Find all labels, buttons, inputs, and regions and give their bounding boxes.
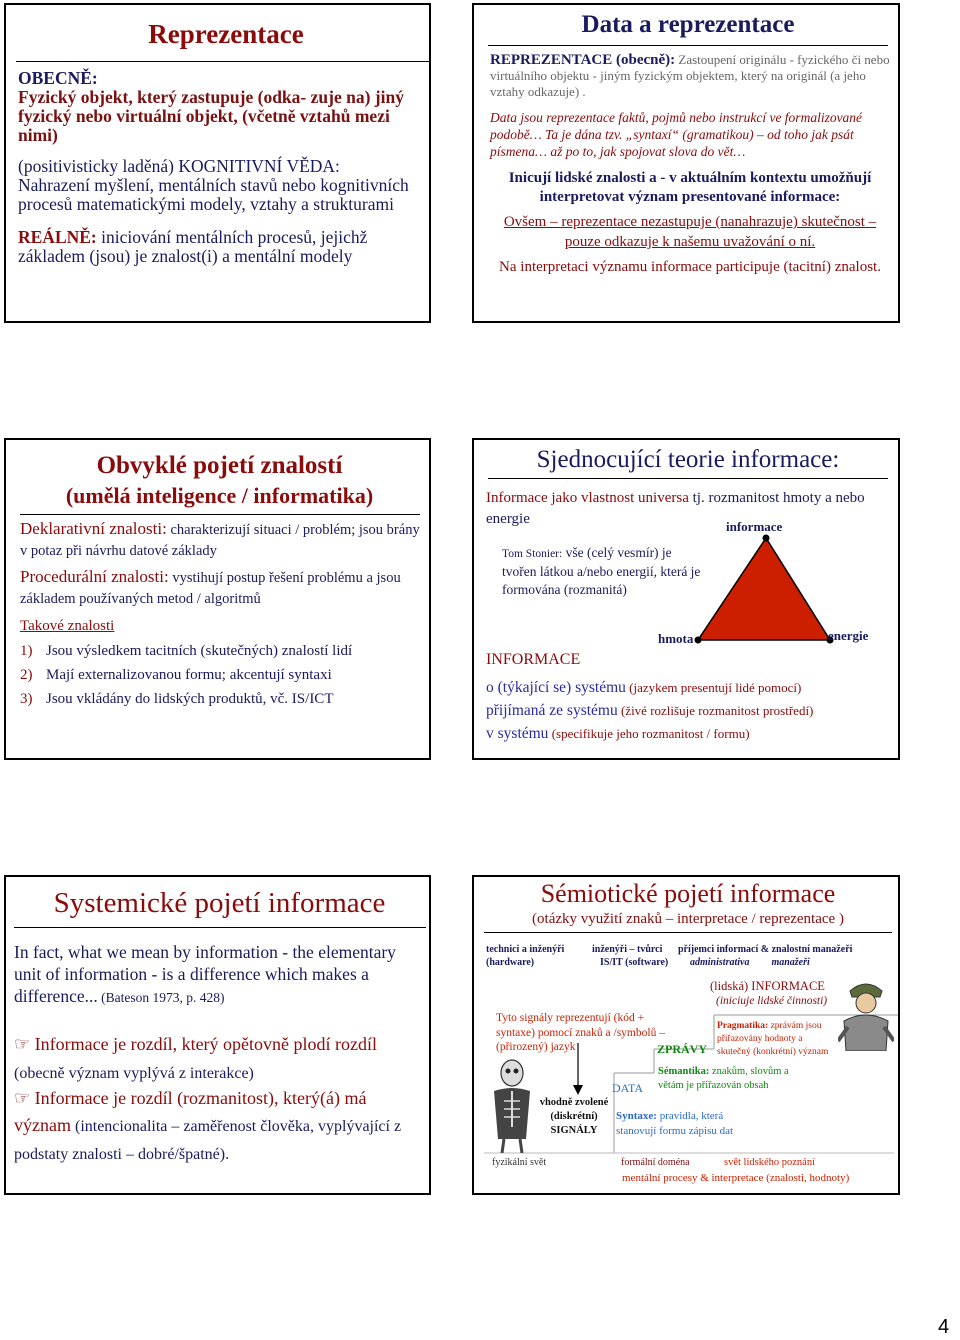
semantika xyxy=(658,1065,808,1093)
slide-subtitle: (otázky využití znaků – interpretace / reprezentace ) xyxy=(532,911,844,927)
bullets xyxy=(486,676,896,745)
prij-b: (živé rozlišuje rozmanitost prostředí) xyxy=(617,703,814,718)
b2-a: Informace je rozdíl (rozmanitost), který(á) má význam xyxy=(14,1088,367,1135)
bullet-2 xyxy=(14,1085,424,1168)
pointing-hand-icon: ☞ xyxy=(14,1088,35,1108)
o-b: (jazykem presentují lidé pomocí) xyxy=(625,680,802,695)
mentalni-procesy: mentální procesy & interpretace (znalosti, hodnoty) xyxy=(622,1172,850,1184)
realne-label: REÁLNĚ: xyxy=(18,227,97,247)
bullet-1 xyxy=(14,1031,424,1087)
soldier-figure-icon xyxy=(838,977,894,1051)
skeleton-figure-icon xyxy=(486,1057,538,1153)
kog-label: (positivisticky laděná) KOGNITIVNÍ VĚDA: xyxy=(18,156,340,176)
list-item-text: Jsou výsledkem tacitních (skutečných) znalostí lidí xyxy=(46,643,353,659)
sem-label: Sémantika: xyxy=(658,1066,710,1077)
v-a: v systému xyxy=(486,725,549,742)
kog-text: Nahrazení myšlení, mentálních stavů nebo kognitivních procesů matematickými modely, vztahy a strukturami xyxy=(18,175,409,214)
title-rule xyxy=(16,61,431,62)
line1-a: Informace jako vlastnost universa xyxy=(486,490,689,506)
slide-title: Reprezentace xyxy=(148,19,304,49)
v-line xyxy=(486,722,896,745)
title-rule xyxy=(14,927,426,928)
b1-b: (obecně význam vyplývá z interakce) xyxy=(14,1065,254,1082)
vertex-top xyxy=(763,535,770,542)
o-line xyxy=(486,676,896,699)
col-inzenyri-b: IS/IT (software) xyxy=(600,957,669,968)
col-technici: technici a inženýři (hardware) xyxy=(486,944,565,968)
slide-body xyxy=(18,69,418,266)
slide-sjednocujici-teorie xyxy=(472,438,900,760)
b1-a: Informace je rozdíl, který opětovně plodí rozdíl xyxy=(34,1034,378,1054)
syn-label: Syntaxe: xyxy=(616,1110,657,1122)
ovsem-paragraph: Ovšem – reprezentace nezastupuje (nanahrazuje) skutečnost – pouze odkazuje k našemu uvažování o ní. xyxy=(503,214,877,250)
dek-label: Deklarativní znalosti: xyxy=(20,519,167,538)
list-item xyxy=(20,687,420,711)
slide-systemicke-pojeti xyxy=(4,875,431,1195)
realne-text: iniciování mentálních procesů, jejichž základem (jsou) je znalost(i) a mentální modely xyxy=(18,227,368,266)
list-item-number: 2) xyxy=(20,667,33,683)
title-rule xyxy=(20,514,420,515)
list-item xyxy=(20,663,420,687)
stonier-name: Tom Stonier: xyxy=(502,548,563,560)
page-number: 4 xyxy=(938,1316,950,1338)
slide-body xyxy=(20,518,420,711)
iniciuje: (iniciuje lidské činnosti) xyxy=(716,995,828,1007)
arrow-down-icon xyxy=(573,1085,583,1095)
slide-subtitle: (umělá inteligence / informatika) xyxy=(65,483,374,508)
proc-text: vystihují postup řešení problému a jsou základem používaných metod / algoritmů xyxy=(20,570,401,607)
slide-obvykle-pojeti xyxy=(4,438,431,760)
list-item-number: 1) xyxy=(20,643,33,659)
inicuji-paragraph: Inicují lidské znalosti a - v aktuálním kontextu umožňují interpretovat význam presentované informace: xyxy=(508,170,872,205)
lidska-informace: (lidská) INFORMACE xyxy=(710,979,825,993)
dek-text: charakterizují situaci / problém; jsou brány v potaz při návrhu datové základy xyxy=(20,522,420,559)
proc-paragraph xyxy=(20,566,420,610)
list-item xyxy=(20,639,420,663)
dek-paragraph xyxy=(20,518,420,562)
realne-paragraph xyxy=(18,228,418,266)
line1-b: tj. rozmanitost hmoty a nebo energie xyxy=(486,490,865,527)
syntaxe xyxy=(616,1109,756,1139)
nainterp-paragraph: Na interpretaci významu informace participuje (tacitní) znalost. xyxy=(499,259,881,275)
obecne-label: OBECNĚ: xyxy=(18,68,98,88)
slide-reprezentace xyxy=(4,3,431,323)
slide-title: Obvyklé pojetí znalostí xyxy=(96,452,343,479)
col-inzenyri-a: inženýři – tvůrci xyxy=(592,944,663,955)
data-word: DATA xyxy=(612,1081,644,1095)
stonier-text: vše (celý vesmír) je tvořen látkou a/nebo energií, která je formována (rozmanitá) xyxy=(502,545,701,597)
formalni-domena: formální doména xyxy=(621,1157,690,1168)
takove-list xyxy=(20,639,420,711)
quote-text: In fact, what we mean by information - the elementary unit of information - is a difference which makes a difference... xyxy=(14,942,396,1006)
b2-b: (intencionalita – zaměřenost člověka, vyplývající z podstaty znalosti – dobré/špatné). xyxy=(14,1118,402,1163)
tri-label-left: hmota xyxy=(658,631,694,646)
triangle-shape xyxy=(698,538,830,640)
list-item-number: 3) xyxy=(20,691,33,707)
prag-label: Pragmatika: xyxy=(717,1021,769,1031)
italic-paragraph: Data jsou reprezentace faktů, pojmů nebo instrukcí ve formalizované podobě… Ta je dána tzv. „syntaxí“ (gramatikou) – od toho jak psát písmena… až po to, jak spojovat slova do vět… xyxy=(490,110,863,159)
o-a: o (týkající se) systému xyxy=(486,679,626,696)
col-admin: administrativa xyxy=(690,957,750,968)
title-rule xyxy=(488,45,888,46)
slide-data-a-reprezentace xyxy=(472,3,900,323)
informace-caps: INFORMACE xyxy=(486,651,581,668)
slide-title: Data a reprezentace xyxy=(581,11,795,38)
slide-semioticke-pojeti xyxy=(472,875,900,1195)
prij-a: přijímaná ze systému xyxy=(486,702,618,719)
rep-paragraph xyxy=(490,52,890,100)
syn-text: pravidla, která stanovují formu zápisu dat xyxy=(616,1110,734,1137)
prag-text: zprávám jsou přiřazovány hodnoty a skutečný (konkrétní) význam xyxy=(717,1021,829,1057)
list-item-text: Jsou vkládány do lidských produktů, vč. IS/ICT xyxy=(46,691,334,707)
zpravy-label: ZPRÁVY xyxy=(657,1042,707,1056)
pragmatika xyxy=(717,1020,837,1059)
fyzikalni-svet: fyzikální svět xyxy=(492,1157,547,1168)
quote-paragraph xyxy=(14,941,424,1009)
list-item-text: Mají externalizovanou formu; akcentují syntaxi xyxy=(46,667,332,683)
slide-title: Systemické pojetí informace xyxy=(53,887,386,919)
vertex-left xyxy=(695,637,702,644)
sem-text: znakům, slovům a větám je přiřazován obsah xyxy=(658,1066,789,1091)
quote-cite: (Bateson 1973, p. 428) xyxy=(97,990,225,1005)
slide-title: Sjednocující teorie informace: xyxy=(536,446,840,473)
proc-label: Procedurální znalosti: xyxy=(20,567,169,586)
signaly: vhodně zvolené (diskrétní) SIGNÁLY xyxy=(539,1097,609,1136)
slide-body xyxy=(490,52,890,277)
svet-lidskeho-poznani: svět lidského poznání xyxy=(724,1157,815,1168)
col-prijemci-a: příjemci informací & znalostní manažeři xyxy=(678,944,853,955)
takove-label: Takové znalosti xyxy=(20,618,115,634)
tyto-signaly: Tyto signály reprezentují (kód + syntaxe) pomocí znaků a /symbolů – (přirozený) jazyk xyxy=(496,1012,665,1053)
rep-text: Zastoupení originálu - fyzického či nebo virtuálního objektu - jiným fyzickým objektem, který na originál (a jeho vztahy odkazuje) . xyxy=(490,52,890,99)
rep-label: REPREZENTACE (obecně): xyxy=(490,52,676,68)
obecne-text: Fyzický objekt, který zastupuje (odka- zuje na) jiný fyzický nebo virtuální objekt, (včetně vztahů mezi nimi) xyxy=(18,87,404,145)
tri-label-top: informace xyxy=(726,519,783,534)
prij-line xyxy=(486,699,896,722)
tri-label-right: energie xyxy=(828,628,869,643)
col-manazeri: manažeři xyxy=(771,957,810,968)
pointing-hand-icon: ☞ xyxy=(14,1034,35,1054)
slide-title: Sémiotické pojetí informace xyxy=(540,879,836,908)
v-b: (specifikuje jeho rozmanitost / formu) xyxy=(548,726,750,741)
